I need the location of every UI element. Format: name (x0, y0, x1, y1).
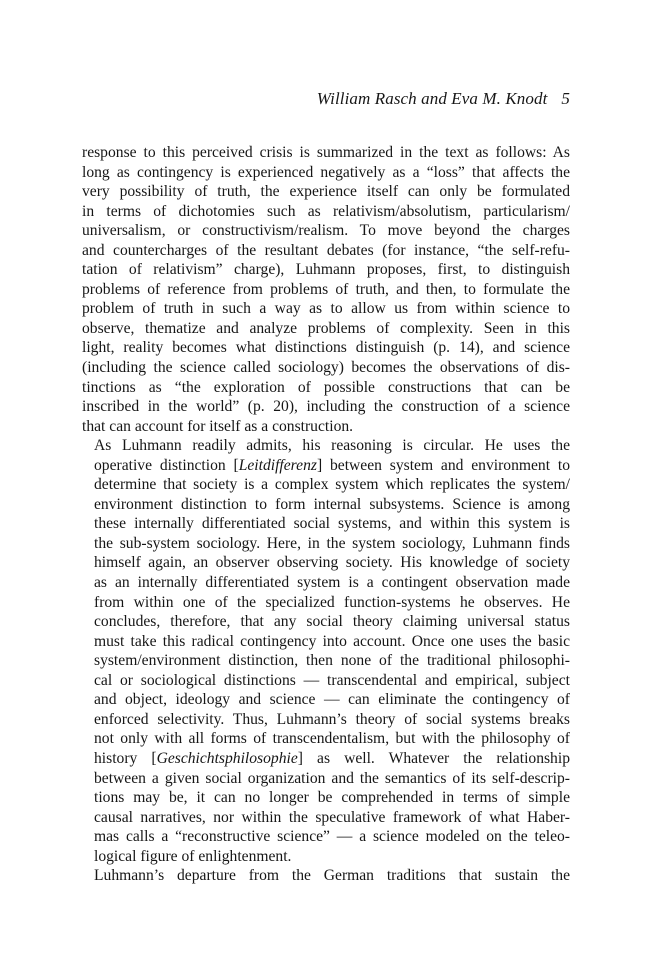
text-line: not only with all forms of transcendentalism, but with the philosophy of (94, 730, 570, 748)
text-line: environment distinction to form internal subsystems. Science is among (94, 495, 570, 513)
paragraph-2 (82, 436, 570, 866)
text-line: system/environment distinction, then none of the traditional philosophi- (94, 652, 570, 670)
text-line: observe, thematize and analyze problems of complexity. Seen in this (82, 319, 570, 337)
term-geschichtsphilosophie: Geschichtsphilosophie (156, 749, 298, 767)
text-line: tinctions as “the exploration of possible constructions that can be (82, 378, 570, 396)
term-leitdifferenz: Leitdifferenz (238, 456, 317, 474)
text-fragment: ] as well. Whatever the relationship (297, 749, 570, 767)
text-line: problem of truth in such a way as to allow us from within science to (82, 300, 570, 318)
text-line: light, reality becomes what distinctions distinguish (p. 14), and science (82, 339, 570, 357)
text-line: that can account for itself as a construction. (82, 417, 354, 435)
text-line: response to this perceived crisis is summarized in the text as follows: As (82, 144, 570, 161)
text-line: these internally differentiated social systems, and within this system is (94, 515, 570, 533)
text-line: tions may be, it can no longer be comprehended in terms of simple (94, 789, 570, 807)
text-line-with-term (82, 456, 570, 476)
text-line: causal narratives, nor within the speculative framework of what Haber- (94, 808, 570, 826)
text-line: determine that society is a complex system which replicates the system/ (94, 476, 570, 494)
text-fragment: ] between system and environment to (316, 456, 571, 474)
text-line: in terms of dichotomies such as relativism/absolutism, particularism/ (82, 202, 570, 220)
text-line: enforced selectivity. Thus, Luhmann’s theory of social systems breaks (94, 710, 570, 728)
text-line: cal or sociological distinctions — transcendental and empirical, subject (94, 671, 570, 689)
text-line: (including the science called sociology) becomes the observations of dis- (82, 359, 570, 377)
running-head (317, 89, 570, 109)
paragraph-1 (82, 143, 570, 436)
text-line: and object, ideology and science — can eliminate the contingency of (94, 691, 570, 709)
text-line: must take this radical contingency into account. Once one uses the basic (94, 632, 570, 650)
text-line: logical figure of enlightenment. (94, 847, 292, 865)
body-text (82, 143, 570, 886)
text-line: and countercharges of the resultant debates (for instance, “the self-refu- (82, 241, 570, 259)
text-line: Luhmann’s departure from the German traditions that sustain the (94, 867, 570, 885)
text-fragment: operative distinction [ (94, 456, 239, 474)
text-line: As Luhmann readily admits, his reasoning is circular. He uses the (94, 437, 570, 455)
text-line: very possibility of truth, the experience itself can only be formulated (82, 183, 570, 201)
text-line: problems of reference from problems of truth, and then, to formulate the (82, 280, 570, 298)
text-line: as an internally differentiated system is a contingent observation made (94, 574, 570, 592)
text-line-with-term (82, 749, 570, 769)
page-number: 5 (561, 89, 570, 108)
text-line: from within one of the specialized function-systems he observes. He (94, 593, 570, 611)
text-line: tation of relativism” charge), Luhmann proposes, first, to distinguish (82, 261, 570, 279)
text-line: concludes, therefore, that any social theory claiming universal status (94, 613, 570, 631)
text-fragment: history [ (94, 749, 157, 767)
text-line: between a given social organization and the semantics of its self-descrip- (94, 769, 570, 787)
text-line: universalism, or constructivism/realism. To move beyond the charges (82, 222, 570, 240)
text-line: the sub-system sociology. Here, in the system sociology, Luhmann finds (94, 534, 570, 552)
paragraph-3 (82, 866, 570, 886)
text-line: long as contingency is experienced negatively as a “loss” that affects the (82, 163, 570, 181)
text-line: mas calls a “reconstructive science” — a science modeled on the teleo- (94, 828, 570, 846)
author-names: William Rasch and Eva M. Knodt (316, 89, 548, 108)
text-line: inscribed in the world” (p. 20), including the construction of a science (82, 398, 570, 416)
text-line: himself again, an observer observing society. His knowledge of society (94, 554, 570, 572)
